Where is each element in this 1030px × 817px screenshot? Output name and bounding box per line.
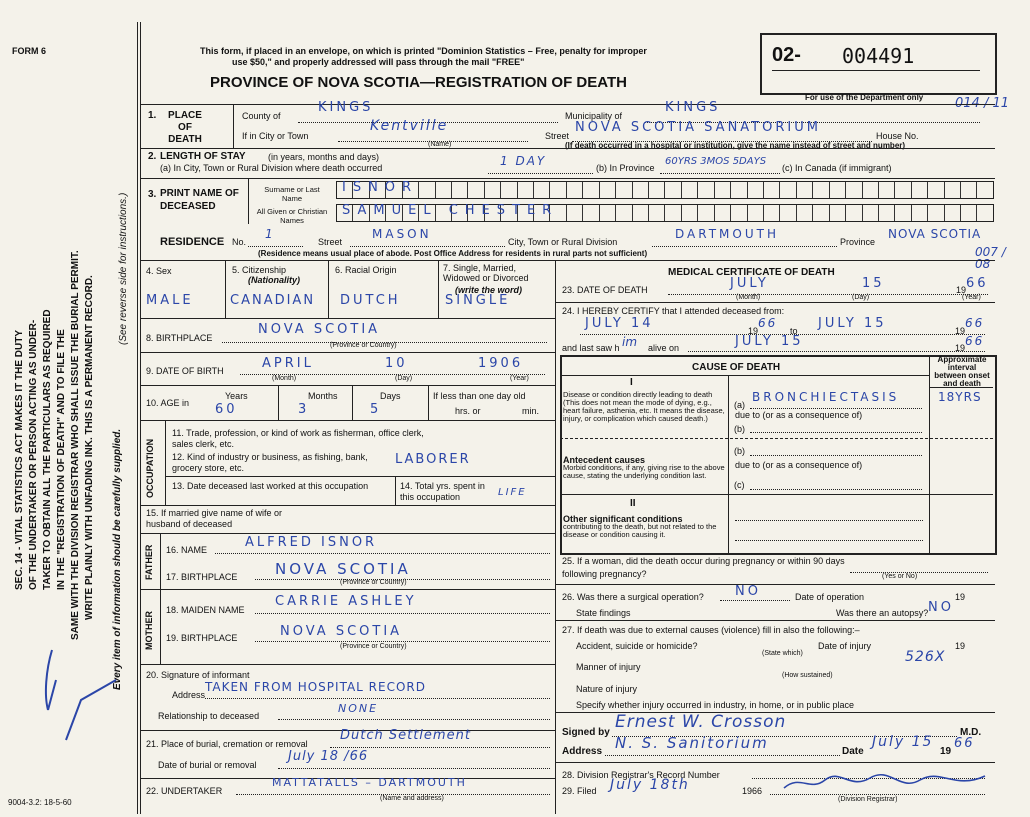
q11-label: 11. Trade, profession, or kind of work as fisherman, office clerk, sales clerk, etc.	[172, 428, 424, 449]
margin-check-mark	[36, 640, 126, 750]
q28-label: 28. Division Registrar's Record Number	[562, 770, 720, 780]
rule	[350, 246, 505, 247]
registrar-caption: (Division Registrar)	[838, 796, 898, 803]
stay-a-value: 1 DAY	[500, 154, 547, 168]
rule	[555, 584, 995, 585]
street-label: Street	[545, 131, 570, 141]
residence-province: NOVA SCOTIA	[888, 227, 982, 241]
sex-label: 4. Sex	[146, 266, 172, 276]
alive-on-label: alive on	[648, 343, 680, 353]
length-sub: (in years, months and days)	[268, 152, 380, 162]
rule	[215, 553, 550, 554]
given-label: All Given or Christian Names	[256, 207, 328, 225]
q12-value: LABORER	[395, 452, 471, 467]
q21-label: 21. Place of burial, cremation or removal	[146, 739, 308, 749]
rule	[140, 104, 995, 105]
citizenship-value: CANADIAN	[230, 293, 316, 308]
rule	[278, 719, 550, 720]
other-label: Other significant conditions	[563, 514, 683, 524]
stay-c-label: (c) In Canada (if immigrant)	[782, 163, 892, 173]
margin-line	[137, 22, 138, 814]
months-value: 3	[298, 402, 310, 417]
year-caption: (Year)	[510, 375, 529, 382]
form-code: 9004-3.2: 18-5-60	[8, 798, 72, 807]
municipality-label: Municipality of	[565, 111, 623, 121]
q12-label: 12. Kind of industry or business, as fishing, bank, grocery store, etc.	[172, 452, 368, 473]
day-caption: (Day)	[395, 375, 413, 382]
manner-label: Manner of injury	[576, 662, 641, 672]
rule	[278, 385, 279, 420]
relationship-label: Relationship to deceased	[158, 711, 260, 721]
rule	[850, 572, 988, 573]
q2-num: 2.	[148, 151, 157, 162]
from-year: 66	[758, 316, 778, 330]
rule	[555, 762, 995, 763]
nature-label: Nature of injury	[576, 684, 638, 694]
rule	[140, 664, 555, 665]
column-divider	[555, 260, 556, 814]
mother-birthplace: NOVA SCOTIA	[280, 624, 403, 639]
years-label: Years	[225, 391, 248, 401]
q1-num: 1.	[148, 110, 157, 121]
rule	[233, 104, 234, 148]
state-which-caption: (State which)	[762, 650, 803, 657]
antecedent-text: Morbid conditions, if any, giving rise to the above cause, stating the underlying condition last.	[563, 463, 725, 480]
stay-b-label: (b) In Province	[596, 163, 655, 173]
rule	[205, 698, 550, 699]
rule	[140, 260, 995, 261]
name-address-caption: (Name and address)	[380, 795, 444, 802]
q17-label: 17. BIRTHPLACE	[166, 572, 238, 582]
rule	[160, 589, 161, 664]
rule	[255, 613, 550, 614]
alive-year-prefix: 19	[955, 343, 966, 353]
citizenship-label: 5. Citizenship	[232, 265, 287, 275]
cause-title: CAUSE OF DEATH	[692, 362, 781, 373]
signed-value: Ernest W. Crosson	[615, 712, 787, 732]
burial-place: Dutch Settlement	[340, 728, 471, 743]
antecedent-label: Antecedent causes	[563, 455, 646, 465]
rule	[428, 385, 429, 420]
hrs-label: hrs. or	[455, 406, 481, 416]
informant-address: TAKEN FROM HOSPITAL RECORD	[205, 680, 426, 694]
age-label: 10. AGE in	[146, 398, 190, 408]
attended-from: JULY 14	[585, 316, 654, 331]
dept-codes: 014 / 11	[955, 96, 1009, 111]
q14-value: LIFE	[498, 487, 527, 498]
length-of-stay-label: LENGTH OF STAY	[160, 151, 246, 162]
rule	[140, 352, 555, 353]
reg-prefix: 02-	[772, 44, 801, 66]
rule	[160, 533, 161, 589]
disease-label: Disease or condition directly leading to death (This does not mean the mode of dying, e.g., heart failure, asthenia, etc. It means the disease, injury, or complication which caused death.)	[563, 390, 725, 423]
rule	[352, 385, 353, 420]
dept-use-label: For use of the Department only	[805, 93, 924, 102]
death-year: 66	[966, 276, 989, 291]
alive-year: 66	[965, 334, 985, 348]
section-I: I	[630, 377, 633, 388]
rule	[555, 620, 995, 621]
rule	[330, 747, 550, 748]
due-to-1: due to (or as a consequence of)	[735, 410, 863, 420]
rule	[735, 540, 923, 541]
signer-year-prefix: 19	[940, 746, 952, 757]
specify-label: Specify whether injury occurred in industry, in home, or in public place	[576, 700, 854, 710]
rule	[488, 173, 593, 174]
death-day: 15	[862, 276, 885, 291]
residence-city: DARTMOUTH	[675, 227, 779, 241]
residence-label: RESIDENCE	[160, 236, 225, 248]
rule	[652, 246, 837, 247]
dob-year: 1906	[478, 356, 524, 371]
mother-name: CARRIE ASHLEY	[275, 594, 417, 609]
autopsy-label: Was there an autopsy?	[836, 608, 929, 618]
residence-street: MASON	[372, 227, 432, 241]
months-label: Months	[308, 391, 338, 401]
less-than-day-label: If less than one day old	[433, 391, 526, 401]
q14-label: 14. Total yrs. spent in this occupation	[400, 481, 485, 502]
signed-label: Signed by	[562, 727, 610, 738]
injury-year-prefix: 19	[955, 641, 966, 651]
side-text-5: SAME WITH THE DIVISION REGISTRAR WHO SHALL ISSUE THE BURIAL PERMIT.	[70, 250, 81, 640]
rule	[140, 318, 555, 319]
state-findings-label: State findings	[576, 608, 631, 618]
autopsy-value: NO	[928, 600, 954, 615]
other-text: contributing to the death, but not related to the disease or condition causing it.	[563, 522, 717, 539]
residence-province-label: Province	[840, 237, 876, 247]
marital-value: SINGLE	[445, 293, 511, 308]
death-day-caption: (Day)	[852, 294, 870, 301]
residence-note: (Residence means usual place of abode. Post Office Address for residents in rural parts not sufficient)	[258, 249, 648, 258]
rule	[140, 178, 995, 179]
rule	[560, 494, 993, 495]
dob-label: 9. DATE OF BIRTH	[146, 366, 224, 376]
surname-cells[interactable]	[336, 181, 994, 199]
stay-b-value: 60YRS 3MOS 5DAYS	[665, 156, 767, 167]
days-value: 5	[370, 402, 382, 417]
rule	[735, 520, 923, 521]
dob-day: 10	[385, 356, 408, 371]
place-note: (If death occurred in a hospital or institution, give the name instead of street and number)	[565, 141, 906, 150]
city-label: If in City or Town	[242, 131, 309, 141]
occupation-label: OCCUPATION	[145, 438, 155, 498]
rule	[225, 260, 226, 318]
residence-codes: 007 / 08	[975, 245, 1006, 271]
rule	[560, 438, 993, 439]
rule	[750, 408, 922, 409]
rule	[278, 768, 550, 769]
rule	[255, 641, 550, 642]
cause-a: BRONCHIECTASIS	[752, 390, 900, 404]
death-year-caption: (Year)	[962, 294, 981, 301]
marital-sub: (write the word)	[455, 285, 522, 295]
racial-label: 6. Racial Origin	[335, 265, 397, 275]
date-injury-label: Date of injury	[818, 641, 872, 651]
residence-no: 1	[265, 227, 275, 241]
notice-line-2: use $50," and properly addressed will pass through the mail "FREE"	[232, 57, 525, 67]
accident-label: Accident, suicide or homicide?	[576, 641, 698, 651]
burial-date-label: Date of burial or removal	[158, 760, 257, 770]
birthplace-caption: (Province or Country)	[330, 342, 397, 349]
county-value: KINGS	[318, 100, 374, 115]
rule	[750, 489, 922, 490]
name-label: PRINT NAME OF DECEASED	[160, 188, 239, 212]
rule	[750, 432, 922, 433]
rule	[140, 420, 555, 421]
rule	[660, 173, 780, 174]
reg-number: 004491	[842, 44, 915, 68]
prov-caption-father: (Province or Country)	[340, 579, 407, 586]
surgery-value: NO	[735, 584, 761, 599]
min-label: min.	[522, 406, 540, 416]
city-value: Kentville	[370, 118, 449, 134]
surname-value: ISNOR	[342, 180, 419, 195]
relationship-value: NONE	[338, 702, 379, 715]
surname-label: Surname or Last Name	[264, 185, 320, 203]
last-saw-label: and last saw h	[562, 343, 620, 353]
rule	[688, 351, 985, 352]
rule	[668, 294, 988, 295]
days-label: Days	[380, 391, 401, 401]
rule	[720, 600, 790, 601]
father-birthplace: NOVA SCOTIA	[275, 560, 411, 578]
signer-date-label: Date	[842, 746, 864, 757]
op-year-prefix: 19	[955, 592, 966, 602]
rule	[248, 178, 249, 224]
month-caption: (Month)	[272, 375, 297, 382]
alive-on: JULY 15	[735, 334, 804, 349]
due-to-2: due to (or as a consequence of)	[735, 460, 863, 470]
q27-label: 27. If death was due to external causes (violence) fill in also the following:–	[562, 625, 860, 635]
stay-a-label: (a) In City, Town or Rural Division where death occurred	[160, 163, 383, 173]
section-II: II	[630, 498, 636, 509]
q23-label: 23. DATE OF DEATH	[562, 285, 648, 295]
name-caption: (Name)	[428, 141, 452, 148]
side-text-6: WRITE PLAINLY WITH UNFADING INK. THIS IS A PERMANENT RECORD.	[84, 275, 95, 620]
dob-month: APRIL	[262, 356, 314, 371]
mother-label: MOTHER	[144, 611, 154, 650]
margin-line-2	[140, 22, 141, 814]
filed-year: 1966	[742, 786, 763, 796]
prov-caption-mother: (Province or Country)	[340, 643, 407, 650]
q15-label: 15. If married give name of wife or husband of deceased	[146, 508, 283, 529]
registrar-signature	[780, 770, 990, 796]
death-month-caption: (Month)	[736, 294, 761, 301]
form-title: PROVINCE OF NOVA SCOTIA—REGISTRATION OF DEATH	[210, 74, 627, 91]
place-of-death-label: PLACE OF DEATH	[168, 110, 202, 145]
yes-no-caption: (Yes or No)	[882, 573, 918, 580]
rule	[165, 420, 166, 505]
rule	[560, 375, 930, 376]
q25-label: 25. If a woman, did the death occur during pregnancy or within 90 days following pregnancy?	[562, 556, 845, 579]
to-year: 66	[965, 316, 985, 330]
side-text-8: (See reverse side for instructions.)	[118, 192, 129, 345]
q29-label: 29. Filed	[562, 786, 597, 796]
rule	[728, 375, 729, 553]
signer-address-label: Address	[562, 746, 603, 757]
rule	[555, 302, 995, 303]
from-year-prefix: 19	[748, 326, 759, 336]
q24-label: 24. I HEREBY CERTIFY that I attended deceased from:	[562, 306, 785, 316]
rule	[165, 476, 555, 477]
side-text-7: Every item of information should be carefully supplied.	[112, 428, 123, 690]
rule	[929, 387, 993, 388]
county-label: County of	[242, 111, 281, 121]
years-value: 60	[215, 402, 238, 417]
birthplace-label: 8. BIRTHPLACE	[146, 333, 213, 343]
rule	[605, 755, 840, 756]
signer-date: July 15	[872, 734, 934, 750]
side-text-3: TAKER TO OBTAIN ALL THE PARTICULARS AS REQUIRED	[42, 309, 53, 590]
q3-num: 3.	[148, 189, 157, 200]
rule	[395, 476, 396, 505]
rule	[140, 505, 555, 506]
q16-label: 16. NAME	[166, 545, 208, 555]
residence-no-label: No.	[232, 237, 247, 247]
date-op-label: Date of operation	[795, 592, 865, 602]
q20-label: 20. Signature of informant	[146, 670, 250, 680]
street-value: NOVA SCOTIA SANATORIUM	[575, 120, 821, 135]
attended-to: JULY 15	[818, 316, 887, 331]
father-name: ALFRED ISNOR	[245, 535, 378, 550]
rule	[929, 355, 930, 553]
q19-label: 19. BIRTHPLACE	[166, 633, 238, 643]
death-month: JULY	[730, 276, 769, 291]
father-label: FATHER	[144, 544, 154, 580]
given-value: SAMUEL CHESTER	[342, 203, 559, 218]
residence-city-label: City, Town or Rural Division	[508, 237, 618, 247]
rule	[140, 385, 555, 386]
rule	[438, 260, 439, 318]
marital-label: 7. Single, Married, Widowed or Divorced	[443, 263, 529, 283]
q22-label: 22. UNDERTAKER	[146, 786, 223, 796]
q18-label: 18. MAIDEN NAME	[166, 605, 245, 615]
to-label: to	[790, 326, 798, 336]
q13-label: 13. Date deceased last worked at this occupation	[172, 481, 369, 491]
death-year-prefix: 19	[956, 285, 967, 295]
birthplace-value: NOVA SCOTIA	[258, 322, 381, 337]
notice-line-1: This form, if placed in an envelope, on which is printed "Dominion Statistics – Free, penalty for improper	[200, 46, 647, 56]
undertaker-value: MATTATALLS – DARTMOUTH	[272, 776, 467, 789]
informant-address-label: Address	[172, 690, 206, 700]
house-label: House No.	[876, 131, 919, 141]
medical-title: MEDICAL CERTIFICATE OF DEATH	[668, 267, 835, 278]
residence-street-label: Street	[318, 237, 343, 247]
manner-value: 526X	[905, 649, 946, 665]
last-saw-him: im	[622, 335, 638, 349]
how-sustained-caption: (How sustained)	[782, 672, 833, 679]
rule	[140, 148, 995, 149]
side-text-1: SEC. 14 - VITAL STATISTICS ACT MAKES IT THE DUTY	[14, 329, 25, 590]
side-text-2: OF THE UNDERTAKER OR PERSON ACTING AS UNDER-	[28, 319, 39, 590]
burial-date: July 18 /66	[288, 749, 369, 764]
citizenship-sub: (Nationality)	[248, 275, 301, 285]
interval-title: Approximate interval between onset and death	[934, 355, 990, 388]
form-label: FORM 6	[12, 46, 47, 56]
rule	[140, 533, 555, 534]
rule	[140, 589, 555, 590]
to-year-prefix: 19	[955, 326, 966, 336]
side-text-4: IN THE "REGISTRATION OF DEATH" AND TO FILE THE	[56, 329, 67, 590]
reg-box-divider	[772, 70, 980, 71]
municipality-value: KINGS	[665, 100, 721, 115]
q26-label: 26. Was there a surgical operation?	[562, 592, 704, 602]
md-label: M.D.	[960, 727, 982, 738]
rule	[328, 260, 329, 318]
sex-value: MALE	[146, 293, 194, 308]
interval-a: 18YRS	[938, 390, 982, 404]
rule	[248, 246, 303, 247]
filed-value: July 18th	[610, 777, 690, 793]
racial-value: DUTCH	[340, 293, 401, 308]
signer-address: N. S. Sanitorium	[615, 734, 769, 752]
rule	[750, 455, 922, 456]
signer-date-year: 66	[954, 736, 975, 751]
